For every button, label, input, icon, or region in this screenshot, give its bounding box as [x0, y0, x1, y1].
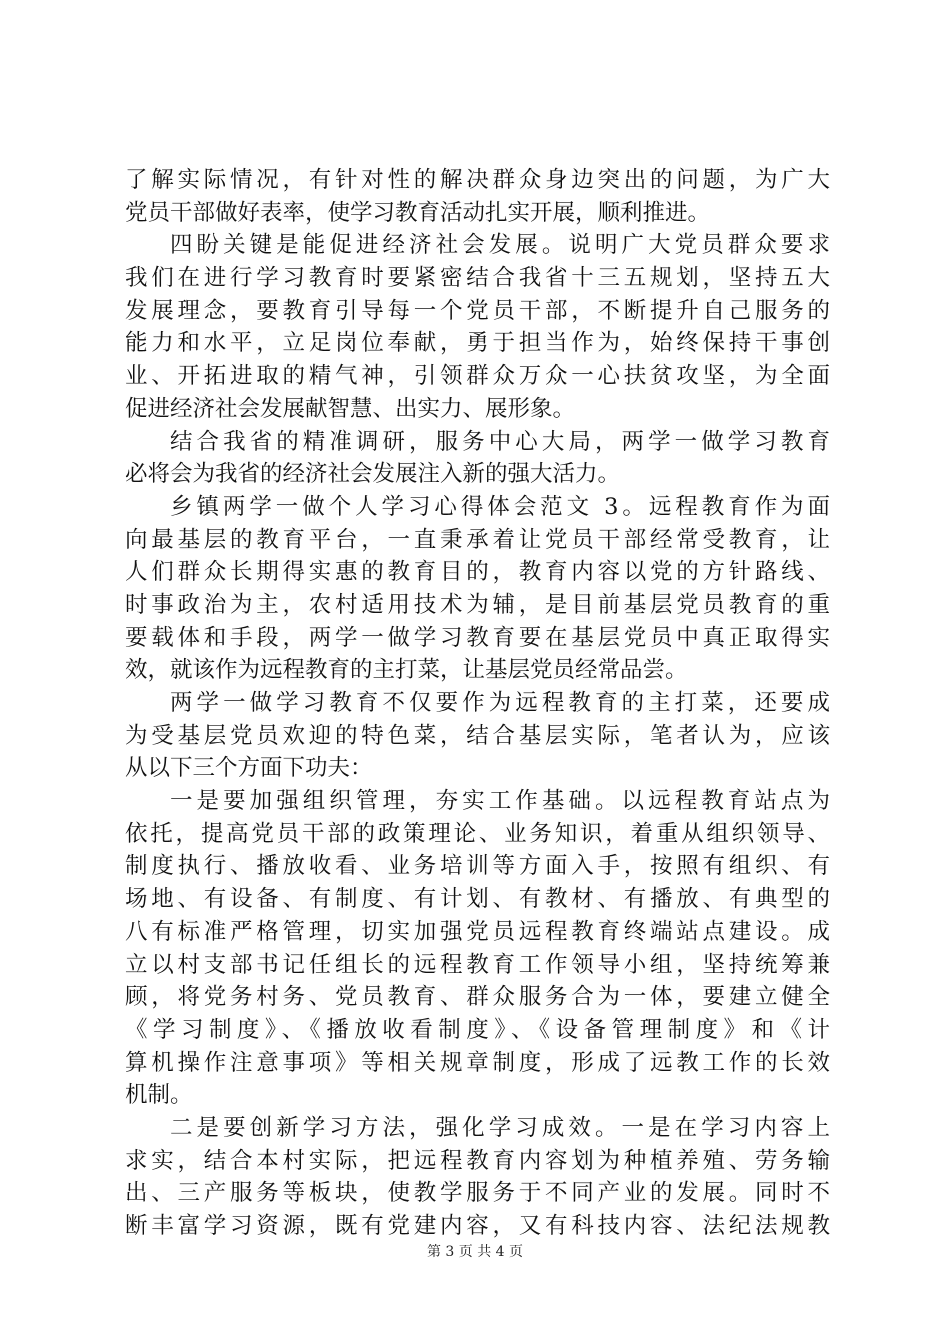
text-line: 业、开拓进取的精气神，引领群众万众一心扶贫攻坚，为全面 — [125, 363, 830, 390]
text-line: 乡镇两学一做个人学习心得体会范文 3。远程教育作为面 — [170, 493, 830, 520]
text-line: 《学习制度》、《播放收看制度》、《设备管理制度》和《计 — [125, 1016, 830, 1043]
text-line: 依托，提高党员干部的政策理论、业务知识，着重从组织领导、 — [125, 820, 830, 847]
text-line: 立以村支部书记任组长的远程教育工作领导小组，坚持统筹兼 — [125, 951, 830, 978]
text-line: 求实，结合本村实际，把远程教育内容划为种植养殖、劳务输 — [125, 1147, 830, 1174]
page-footer: 第 3 页 共 4 页 — [426, 1244, 524, 1260]
text-line: 党员干部做好表率，使学习教育活动扎实开展，顺利推进。 — [125, 199, 711, 226]
text-line: 断丰富学习资源，既有党建内容，又有科技内容、法纪法规教 — [125, 1213, 830, 1239]
text-line: 结合我省的精准调研，服务中心大局，两学一做学习教育 — [170, 428, 830, 455]
document-body — [125, 164, 830, 1243]
text-line: 出、三产服务等板块，使教学服务于不同产业的发展。同时不 — [125, 1180, 830, 1207]
text-line: 四盼关键是能促进经济社会发展。说明广大党员群众要求 — [170, 232, 830, 259]
text-line: 从以下三个方面下功夫： — [125, 755, 373, 782]
text-line: 算机操作注意事项》等相关规章制度，形成了远教工作的长效 — [125, 1049, 830, 1076]
text-line: 促进经济社会发展献智慧、出实力、展形象。 — [125, 395, 576, 422]
text-line: 为受基层党员欢迎的特色菜，结合基层实际，笔者认为，应该 — [125, 722, 830, 749]
text-line: 时事政治为主，农村适用技术为辅，是目前基层党员教育的重 — [125, 591, 830, 618]
text-line: 能力和水平，立足岗位奉献，勇于担当作为，始终保持干事创 — [125, 330, 830, 357]
text-line: 场地、有设备、有制度、有计划、有教材、有播放、有典型的 — [125, 886, 830, 913]
text-line: 一是要加强组织管理，夯实工作基础。以远程教育站点为 — [170, 788, 830, 815]
text-line: 二是要创新学习方法，强化学习成效。一是在学习内容上 — [170, 1114, 830, 1141]
text-line: 制度执行、播放收看、业务培训等方面入手，按照有组织、有 — [125, 853, 830, 880]
text-line: 效，就该作为远程教育的主打菜，让基层党员经常品尝。 — [125, 657, 688, 684]
text-line: 发展理念，要教育引导每一个党员干部，不断提升自己服务的 — [125, 297, 830, 324]
text-line: 人们群众长期得实惠的教育目的，教育内容以党的方针路线、 — [125, 559, 830, 586]
text-line: 顾，将党务村务、党员教育、群众服务合为一体，要建立健全 — [125, 984, 830, 1011]
text-line: 我们在进行学习教育时要紧密结合我省十三五规划，坚持五大 — [125, 265, 830, 292]
text-line: 八有标准严格管理，切实加强党员远程教育终端站点建设。成 — [125, 918, 830, 945]
text-line: 向最基层的教育平台，一直秉承着让党员干部经常受教育，让 — [125, 526, 830, 553]
text-line: 两学一做学习教育不仅要作为远程教育的主打菜，还要成 — [170, 690, 830, 716]
text-line: 要载体和手段，两学一做学习教育要在基层党员中真正取得实 — [125, 624, 830, 651]
text-line: 必将会为我省的经济社会发展注入新的强大活力。 — [125, 461, 621, 488]
text-line: 了解实际情况，有针对性的解决群众身边突出的问题，为广大 — [125, 167, 830, 193]
text-line: 机制。 — [125, 1082, 193, 1109]
